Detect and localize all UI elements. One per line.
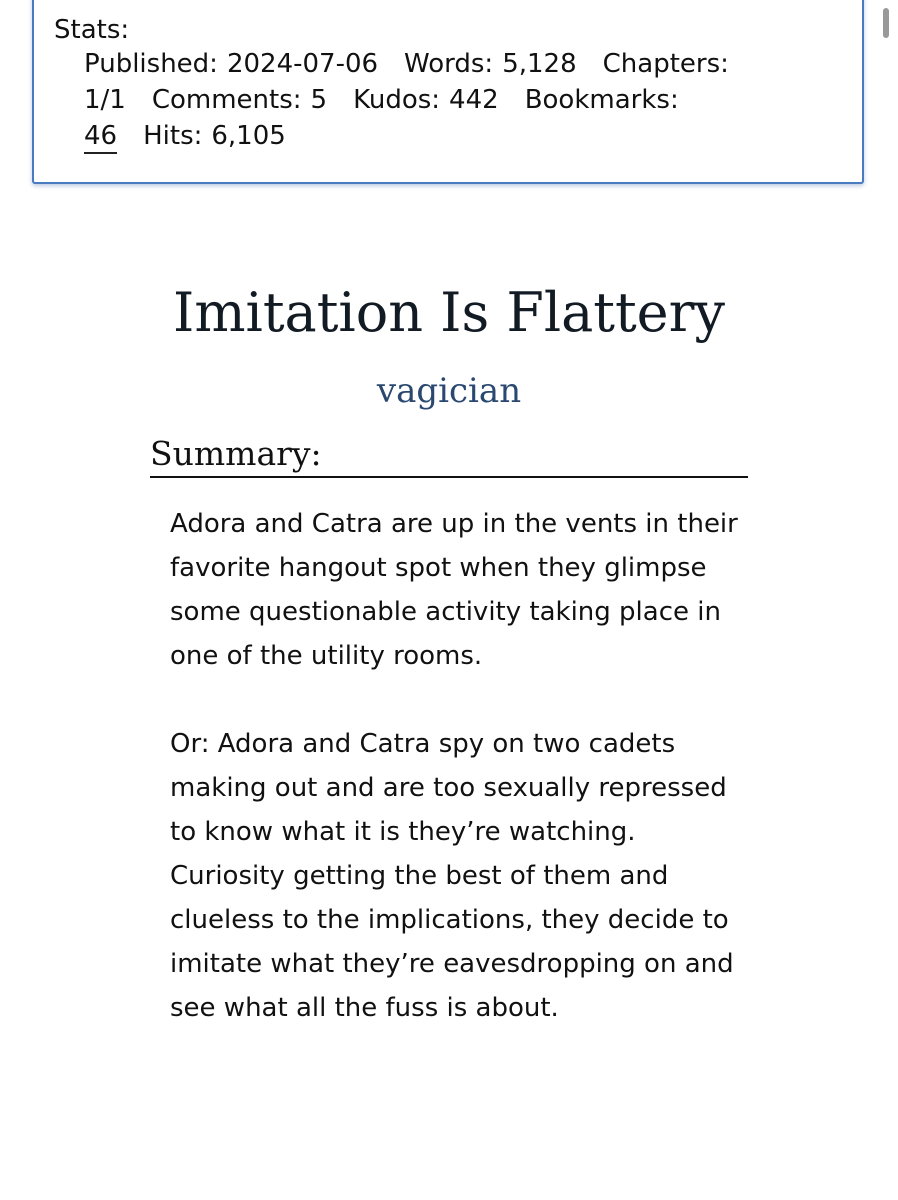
words-label: Words: (404, 49, 494, 79)
bookmarks-count-link[interactable]: 46 (84, 121, 117, 154)
words-value: 5,128 (502, 49, 577, 79)
kudos-label: Kudos: (353, 85, 441, 115)
summary-heading: Summary: (150, 434, 748, 478)
summary-body (170, 502, 740, 1074)
work-title: Imitation Is Flattery (173, 281, 725, 344)
summary-paragraph: Adora and Catra are up in the vents in their favorite hangout spot when they glimpse some questionable activity taking place in one of the utility rooms. (170, 509, 738, 671)
stats-list (84, 46, 729, 154)
scrollbar-handle[interactable] (883, 8, 889, 38)
chapters-value: 1/1 (84, 85, 126, 115)
kudos-value: 442 (449, 85, 499, 115)
chapters-label: Chapters: (602, 49, 729, 79)
author-link[interactable]: vagician (376, 371, 522, 411)
hits-value: 6,105 (211, 121, 286, 151)
published-value: 2024-07-06 (226, 49, 379, 79)
stats-heading: Stats: (54, 15, 130, 45)
comments-label: Comments: (151, 85, 302, 115)
published-label: Published: (84, 49, 218, 79)
stats-line-3 (84, 118, 729, 154)
bookmarks-label: Bookmarks: (524, 85, 679, 115)
stats-line-1 (84, 46, 729, 82)
summary-paragraph: Or: Adora and Catra spy on two cadets making out and are too sexually repressed to know what it is they’re watching. Curiosity getting the best of them and clueless to the implications, they decide to imitate what they’re eavesdropping on and see what all the fuss is about. (170, 729, 734, 1023)
hits-label: Hits: (143, 121, 203, 151)
comments-value: 5 (310, 85, 328, 115)
stats-line-2 (84, 82, 729, 118)
